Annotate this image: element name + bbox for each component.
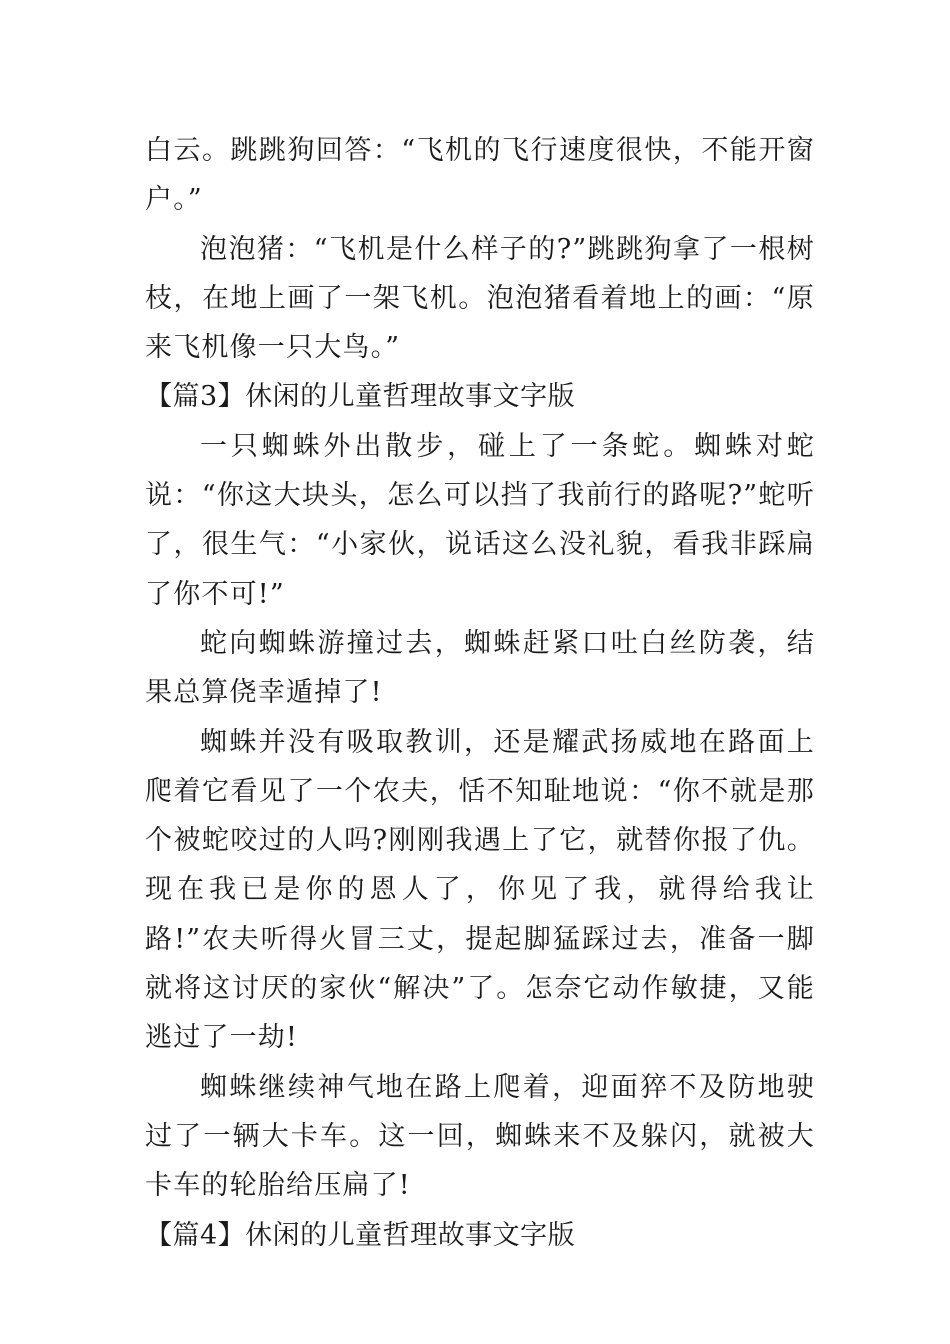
paragraph: 一只蜘蛛外出散步，碰上了一条蛇。蜘蛛对蛇说：“你这大块头，怎么可以挡了我前行的路呢?”蛇听了，很生气：“小家伙，说话这么没礼貌，看我非踩扁了你不可!” [145, 430, 815, 610]
section-heading: 【篇4】休闲的儿童哲理故事文字版 [145, 1219, 576, 1251]
paragraph: 蜘蛛并没有吸取教训，还是耀武扬威地在路面上爬着它看见了一个农夫，恬不知耻地说：“你不就是那个被蛇咬过的人吗?刚刚我遇上了它，就替你报了仇。现在我已是你的恩人了，你见了我，就得给我让路!”农夫听得火冒三丈，提起脚猛踩过去，准备一脚就将这讨厌的家伙“解决”了。怎奈它动作敏捷，又能逃过了一劫! [145, 726, 815, 1054]
section-heading: 【篇3】休闲的儿童哲理故事文字版 [145, 381, 576, 413]
paragraph: 蛇向蜘蛛游撞过去，蜘蛛赶紧口吐白丝防袭，结果总算侥幸遁掉了! [145, 627, 815, 709]
paragraph-continuation: 白云。跳跳狗回答：“飞机的飞行速度很快，不能开窗户。” [145, 135, 815, 216]
paragraph: 泡泡猪：“飞机是什么样子的?”跳跳狗拿了一根树枝，在地上画了一架飞机。泡泡猪看着地上的画：“原来飞机像一只大鸟。” [145, 233, 815, 364]
paragraph: 蜘蛛继续神气地在路上爬着，迎面猝不及防地驶过了一辆大卡车。这一回，蜘蛛来不及躲闪，就被大卡车的轮胎给压扁了! [145, 1071, 815, 1202]
document-body [145, 126, 815, 1260]
